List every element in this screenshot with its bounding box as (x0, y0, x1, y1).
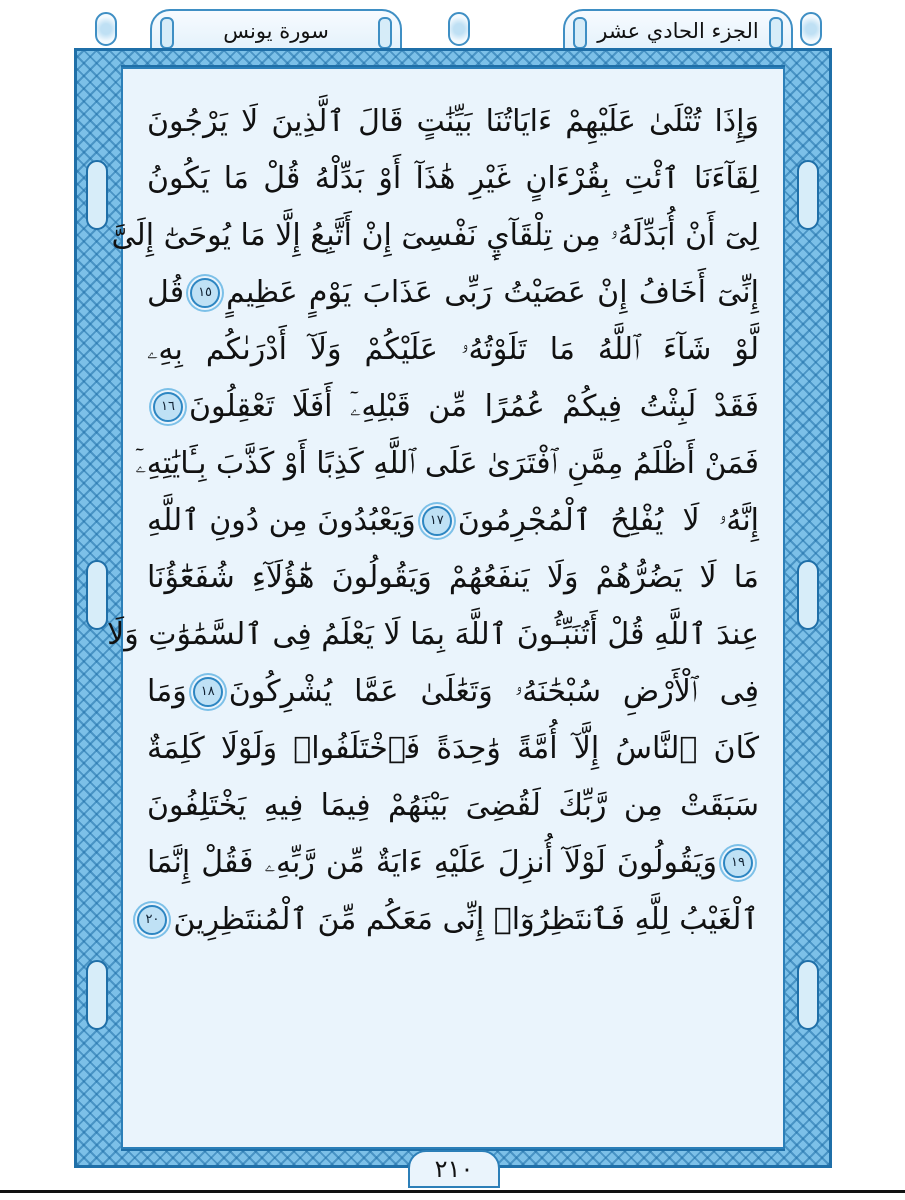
text-line (147, 93, 759, 150)
ayah-number-marker: ١٩ (723, 848, 753, 878)
surah-name: سورة يونس (223, 19, 329, 43)
text-line (107, 606, 759, 663)
page-number-cartouche (408, 1150, 500, 1188)
line-text: فِى ٱلْأَرْضِ سُبْحَٰنَهُۥ وَتَعَٰلَىٰ عَمَّا يُشْرِكُونَ (228, 674, 759, 709)
side-ornament-icon (797, 960, 819, 1030)
page-number: ٢١٠ (434, 1155, 474, 1183)
line-text: كَانَ ٱلنَّاسُ إِلَّآ أُمَّةً وَٰحِدَةً فَٱخْتَلَفُوا۟ وَلَوْلَا كَلِمَةٌ (147, 731, 759, 766)
ayah-number-marker: ١٥ (190, 278, 220, 308)
line-text: لَّوْ شَآءَ ٱللَّهُ مَا تَلَوْتُهُۥ عَلَيْكُمْ وَلَآ أَدْرَىٰكُم بِهِۦ (147, 332, 759, 367)
line-text: وَإِذَا تُتْلَىٰ عَلَيْهِمْ ءَايَاتُنَا بَيِّنَٰتٍ قَالَ ٱلَّذِينَ لَا يَرْجُونَ (147, 104, 759, 139)
ayah-number-marker: ٢٠ (137, 905, 167, 935)
quran-page (107, 67, 785, 1149)
ornament-icon (95, 12, 117, 46)
line-text: إِنِّىٓ أَخَافُ إِنْ عَصَيْتُ رَبِّى عَذَابَ يَوْمٍ عَظِيمٍ (226, 275, 759, 310)
line-text: ٱلْغَيْبُ لِلَّهِ فَٱنتَظِرُوٓا۟ إِنِّى مَعَكُم مِّنَ ٱلْمُنتَظِرِينَ (173, 902, 759, 937)
text-line (147, 549, 759, 606)
text-line (147, 321, 759, 378)
text-lines (107, 93, 759, 948)
text-line (111, 207, 759, 264)
juz-name-cartouche (563, 9, 793, 53)
side-ornament-icon (86, 160, 108, 230)
line-text: مَا لَا يَضُرُّهُمْ وَلَا يَنفَعُهُمْ وَيَقُولُونَ هَٰٓؤُلَآءِ شُفَعَٰٓؤُنَا (147, 560, 759, 595)
text-line (147, 150, 759, 207)
line-text-continuation: وَمَا (147, 674, 187, 709)
text-line (147, 891, 759, 948)
text-line (147, 378, 759, 435)
ornament-icon (800, 12, 822, 46)
text-line (147, 720, 759, 777)
text-line (147, 264, 759, 321)
text-line (147, 663, 759, 720)
text-line (135, 435, 759, 492)
juz-name: الجزء الحادي عشر (597, 19, 759, 43)
line-text: لِىٓ أَنْ أُبَدِّلَهُۥ مِن تِلْقَآيِٕ نَفْسِىٓ إِنْ أَتَّبِعُ إِلَّا مَا يُوحَىٰٓ إِلَىَّ (111, 218, 759, 253)
side-ornament-icon (86, 960, 108, 1030)
side-ornament-icon (86, 560, 108, 630)
line-text-continuation: قُل (147, 275, 185, 310)
line-text: لِقَآءَنَا ٱئْتِ بِقُرْءَانٍ غَيْرِ هَٰذَآ أَوْ بَدِّلْهُ قُلْ مَا يَكُونُ (147, 161, 759, 196)
line-text: وَيَقُولُونَ لَوْلَآ أُنزِلَ عَلَيْهِ ءَايَةٌ مِّن رَّبِّهِۦ فَقُلْ إِنَّمَا (147, 845, 717, 880)
text-line (147, 777, 759, 834)
line-text: سَبَقَتْ مِن رَّبِّكَ لَقُضِىَ بَيْنَهُمْ فِيمَا فِيهِ يَخْتَلِفُونَ (147, 788, 759, 823)
surah-name-cartouche (150, 9, 402, 53)
side-ornament-icon (797, 160, 819, 230)
ayah-number-marker: ١٦ (153, 392, 183, 422)
line-text: فَمَنْ أَظْلَمُ مِمَّنِ ٱفْتَرَىٰ عَلَى ٱللَّهِ كَذِبًا أَوْ كَذَّبَ بِـَٔايَٰتِهِۦٓ (135, 446, 759, 481)
line-text: إِنَّهُۥ لَا يُفْلِحُ ٱلْمُجْرِمُونَ (457, 503, 759, 538)
ayah-number-marker: ١٧ (422, 506, 452, 536)
ayah-number-marker: ١٨ (193, 677, 223, 707)
line-text-continuation: وَيَعْبُدُونَ مِن دُونِ ٱللَّهِ (147, 503, 416, 538)
line-text: فَقَدْ لَبِثْتُ فِيكُمْ عُمُرًا مِّن قَبْلِهِۦٓ أَفَلَا تَعْقِلُونَ (189, 389, 759, 424)
side-ornament-icon (797, 560, 819, 630)
ornament-icon (448, 12, 470, 46)
bottom-rule (0, 1190, 905, 1193)
line-text: عِندَ ٱللَّهِ قُلْ أَتُنَبِّـُٔونَ ٱللَّهَ بِمَا لَا يَعْلَمُ فِى ٱلسَّمَٰوَٰتِ وَلَا (107, 617, 759, 652)
text-line (147, 492, 759, 549)
text-line (147, 834, 759, 891)
